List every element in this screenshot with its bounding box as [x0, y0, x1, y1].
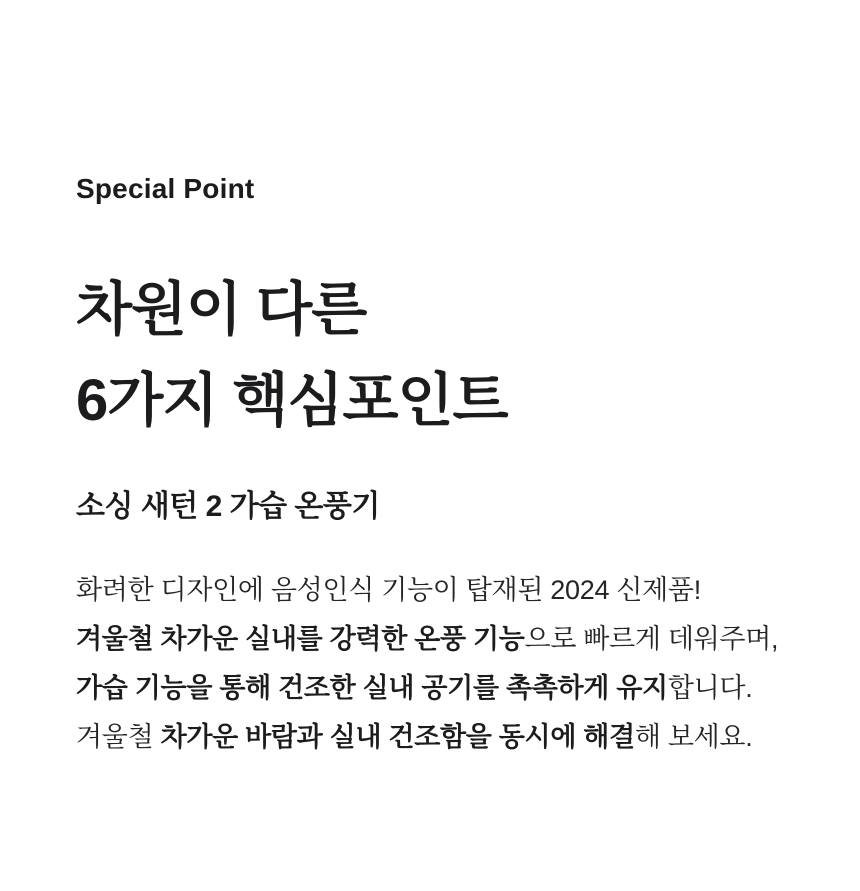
- description-segment: 차가운 바람과 실내 건조함을 동시에 해결: [160, 722, 635, 752]
- description-segment: 화려한 디자인에 음성인식 기능이 탑재된 2024 신제품!: [76, 575, 701, 605]
- page-title-line-2: 6가지 핵심포인트: [76, 368, 508, 433]
- description-line: [76, 713, 778, 762]
- description-line: [76, 664, 778, 713]
- description-segment: 겨울철: [76, 722, 161, 752]
- description-segment: 합니다.: [667, 673, 753, 703]
- description-segment: 해 보세요.: [634, 722, 753, 752]
- eyebrow-label: Special Point: [76, 173, 255, 204]
- description-segment: 가습 기능을 통해 건조한 실내 공기를 촉촉하게 유지: [76, 673, 668, 703]
- product-name: 소싱 새턴 2 가습 온풍기: [76, 490, 380, 523]
- page-title: [76, 264, 508, 446]
- description-segment: 으로 빠르게 데워주며,: [524, 624, 779, 654]
- description-line: [76, 615, 778, 664]
- description-line: [76, 566, 778, 615]
- page-title-line-1: 차원이 다른: [76, 277, 367, 342]
- description-segment: 겨울철 차가운 실내를 강력한 온풍 기능: [76, 624, 525, 654]
- product-description: [76, 566, 778, 762]
